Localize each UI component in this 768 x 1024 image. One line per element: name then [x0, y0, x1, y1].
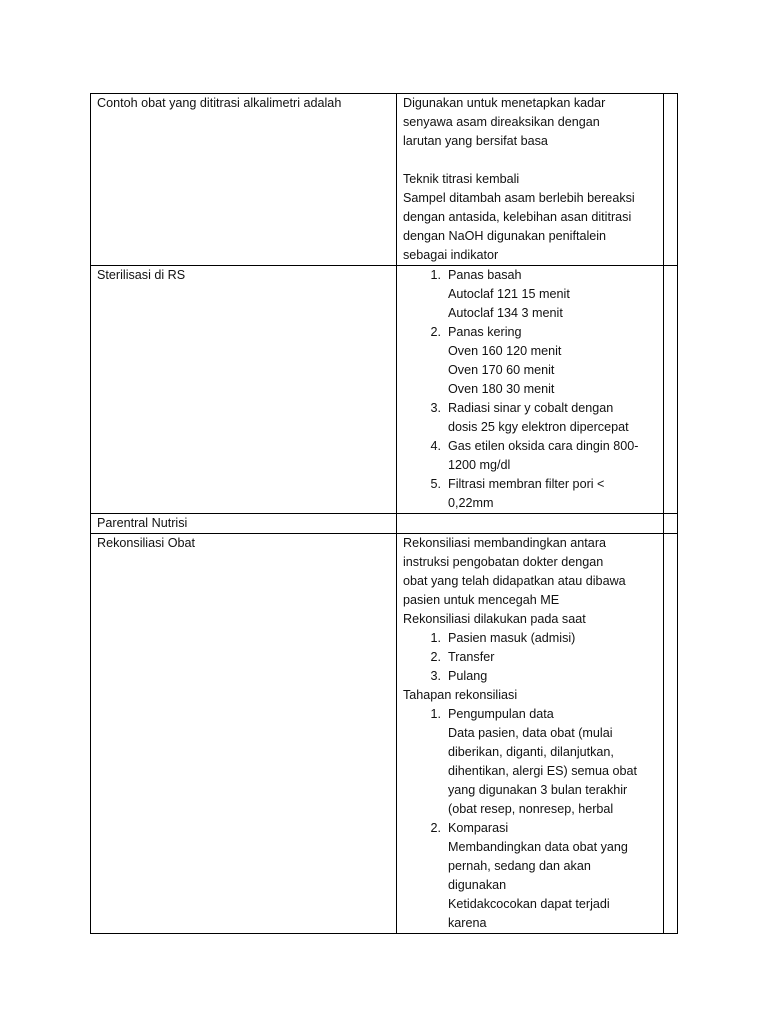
list-item	[403, 399, 657, 437]
section-title: Tahapan rekonsiliasi	[403, 688, 518, 702]
text-line: diberikan, diganti, dilanjutkan,	[448, 745, 614, 759]
text-line: sebagai indikator	[403, 248, 499, 262]
table-row	[91, 266, 678, 514]
list-item	[403, 629, 657, 648]
text-line: Oven 160 120 menit	[448, 344, 562, 358]
list-item	[403, 648, 657, 667]
text-line: Oven 180 30 menit	[448, 382, 555, 396]
list-item	[403, 323, 657, 399]
text-line: Rekonsiliasi membandingkan antara	[403, 536, 607, 550]
text-line: 0,22mm	[448, 496, 494, 510]
text-line: digunakan	[448, 878, 507, 892]
empty-cell	[664, 534, 678, 934]
text-line: Filtrasi membran filter pori <	[448, 477, 605, 491]
empty-cell	[664, 94, 678, 266]
text-line: yang digunakan 3 bulan terakhir	[448, 783, 628, 797]
text-line: pernah, sedang dan akan	[448, 859, 591, 873]
table-row	[91, 94, 678, 266]
row-content-cell	[397, 94, 664, 266]
row-label: Sterilisasi di RS	[97, 268, 186, 282]
blank-line	[403, 151, 657, 170]
text-line: Ketidakcocokan dapat terjadi	[448, 897, 610, 911]
row-label: Parentral Nutrisi	[97, 516, 188, 530]
row-label: Contoh obat yang dititrasi alkalimetri adalah	[97, 96, 342, 110]
list-number: 5.	[430, 477, 441, 491]
text-line: Panas basah	[448, 268, 522, 282]
text-line: Autoclaf 121 15 menit	[448, 287, 570, 301]
list-item	[403, 437, 657, 475]
text-line: Pengumpulan data	[448, 707, 554, 721]
list-item	[403, 705, 657, 819]
text-line: Pulang	[448, 669, 488, 683]
text-line: instruksi pengobatan dokter dengan	[403, 555, 604, 569]
text-line: dosis 25 kgy elektron dipercepat	[448, 420, 629, 434]
text-line: Digunakan untuk menetapkan kadar	[403, 96, 606, 110]
text-line: 1200 mg/dl	[448, 458, 511, 472]
row-label-cell	[91, 94, 397, 266]
text-line: dihentikan, alergi ES) semua obat	[448, 764, 638, 778]
text-line: Autoclaf 134 3 menit	[448, 306, 563, 320]
list-number: 1.	[430, 268, 441, 282]
row-label-cell	[91, 266, 397, 514]
text-line: Sampel ditambah asam berlebih bereaksi	[403, 191, 635, 205]
table-row	[91, 534, 678, 934]
table-row	[91, 514, 678, 534]
text-line: Transfer	[448, 650, 495, 664]
list-item	[403, 667, 657, 686]
text-line: Oven 170 60 menit	[448, 363, 555, 377]
list-number: 3.	[430, 669, 441, 683]
empty-cell	[664, 514, 678, 534]
row-content-cell	[397, 534, 664, 934]
text-line: karena	[448, 916, 487, 930]
text-line: senyawa asam direaksikan dengan	[403, 115, 600, 129]
text-line: dengan NaOH digunakan peniftalein	[403, 229, 607, 243]
text-line: larutan yang bersifat basa	[403, 134, 548, 148]
row-label: Rekonsiliasi Obat	[97, 536, 195, 550]
row-label-cell	[91, 534, 397, 934]
list-number: 2.	[430, 325, 441, 339]
text-line: Komparasi	[448, 821, 509, 835]
text-line: Gas etilen oksida cara dingin 800-	[448, 439, 639, 453]
text-line: Data pasien, data obat (mulai	[448, 726, 613, 740]
empty-cell	[664, 266, 678, 514]
list-item	[403, 819, 657, 933]
text-line: obat yang telah didapatkan atau dibawa	[403, 574, 626, 588]
row-content-cell	[397, 514, 664, 534]
text-line: pasien untuk mencegah ME	[403, 593, 560, 607]
text-line: Radiasi sinar y cobalt dengan	[448, 401, 614, 415]
list-number: 3.	[430, 401, 441, 415]
text-line: dengan antasida, kelebihan asan dititrasi	[403, 210, 632, 224]
text-line: Panas kering	[448, 325, 522, 339]
list-item	[403, 475, 657, 513]
document-table	[90, 93, 678, 934]
text-line: Pasien masuk (admisi)	[448, 631, 576, 645]
list-number: 4.	[430, 439, 441, 453]
list-number: 1.	[430, 631, 441, 645]
list-number: 1.	[430, 707, 441, 721]
list-item	[403, 266, 657, 323]
list-number: 2.	[430, 650, 441, 664]
row-content-cell	[397, 266, 664, 514]
text-line: (obat resep, nonresep, herbal	[448, 802, 614, 816]
text-line: Rekonsiliasi dilakukan pada saat	[403, 612, 586, 626]
text-line: Membandingkan data obat yang	[448, 840, 628, 854]
row-label-cell	[91, 514, 397, 534]
list-number: 2.	[430, 821, 441, 835]
text-line: Teknik titrasi kembali	[403, 172, 520, 186]
